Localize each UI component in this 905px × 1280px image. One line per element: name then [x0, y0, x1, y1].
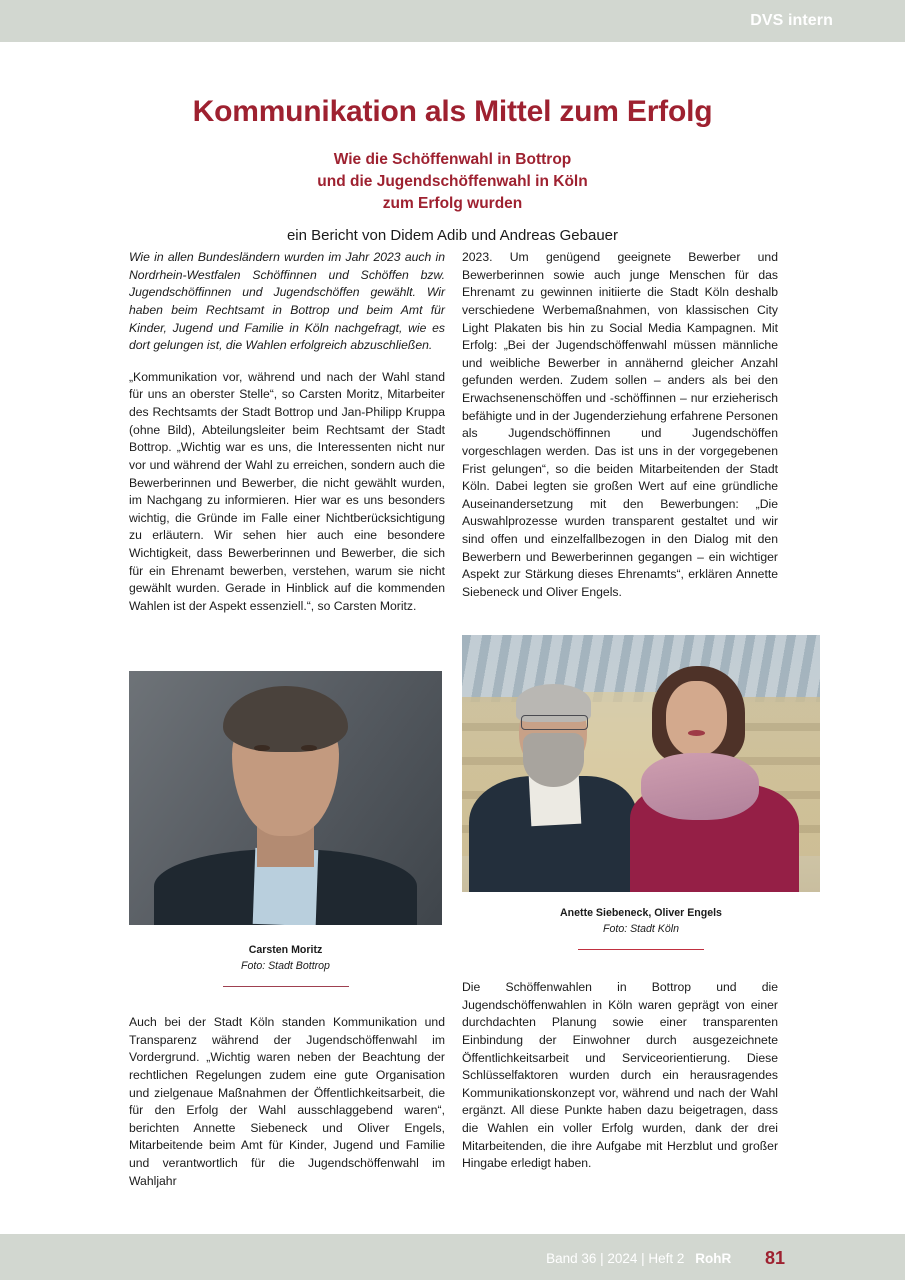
caption-photo-credit: Foto: Stadt Bottrop — [241, 959, 330, 972]
lead-paragraph: Wie in allen Bundesländern wurden im Jahr 2023 auch in Nordrhein-Westfalen Schöffinnen und Schöffen bzw. Jugendschöffinnen und Jugendschöffen gewählt. Wir haben beim Rechtsamt in Bottrop und beim Amt für Kinder, Jugend und Familie in Köln nachgefragt, wie es dort gelungen ist, die Wahlen erfolgreich abzuschließen. — [129, 250, 445, 353]
photo-siebeneck-engels — [462, 635, 820, 892]
photo-carsten-moritz — [129, 671, 442, 925]
article-title-block — [0, 95, 905, 244]
left-column-bottom — [129, 1014, 445, 1190]
left-paragraph-koeln: Auch bei der Stadt Köln standen Kommunikation und Transparenz während der Jugendschöffenwahl im Vordergrund. „Wichtig waren neben der Beachtung der rechtlichen Regelungen zudem eine gute Organisation und zielgenaue Maßnahmen der Öffentlichkeitsarbeit, die für den Erfolg der Wahl ausschlaggebend waren“, berichten Annette Siebeneck und Oliver Engels, Mitarbeitende beim Amt für Kinder, Jugend und Familie und verantwortlich für die Jugendschöffenwahl im Wahljahr — [129, 1015, 445, 1188]
right-column-bottom — [462, 979, 778, 1173]
photo-eye-left-shape — [254, 745, 270, 752]
photo-woman-scarf-shape — [641, 753, 759, 820]
page-header-band — [0, 0, 905, 42]
photo-woman-face-shape — [666, 681, 727, 756]
right-column-top — [462, 249, 778, 602]
article-byline: ein Bericht von Didem Adib und Andreas Gebauer — [286, 226, 619, 244]
caption-carsten-moritz — [129, 925, 442, 987]
footer-content — [546, 1248, 785, 1269]
photo-man-beard-shape — [523, 733, 584, 787]
page-footer-band — [0, 1234, 905, 1280]
subtitle-line-2: und die Jugendschöffenwahl in Köln — [317, 172, 588, 190]
left-paragraph-bottrop: „Kommunikation vor, während und nach der Wahl stand für uns an oberster Stelle“, so Carsten Moritz, Mitarbeiter des Rechtsamts der Stadt Bottrop und Jan-Philipp Kruppa (ohne Bild), Abteilungsleiter beim Rechtsamt der Stadt Bottrop. „Wichtig war es uns, die Interessenten nicht nur vor und während der Wahl zu erreichen, sondern auch die Bewerberinnen und Bewerber, die nicht gewählt wurden, im Nachgang zu informieren. Hier war es uns besonders wichtig, die Gründe im Falle einer Nichtberücksichtigung zu erläutern. Wir sehen hier auch eine besondere Wichtigkeit, dass Bewerberinnen und Bewerber, die sich für ein Ehrenamt bewerben, verstehen, warum sie nicht gewählt wurden. Gerade in Hinblick auf die kommenden Wahlen ist der Aspekt essenziell.“, so Carsten Moritz. — [129, 369, 445, 613]
footer-page-number: 81 — [764, 1248, 785, 1268]
photo-eye-right-shape — [301, 745, 317, 752]
photo-man-glasses-shape — [521, 715, 587, 730]
figure-siebeneck-engels — [462, 635, 820, 950]
caption-photo-credit: Foto: Stadt Köln — [603, 922, 679, 935]
caption-rule — [223, 986, 349, 988]
subtitle-line-3: zum Erfolg wurden — [382, 194, 523, 212]
right-paragraph-koeln: 2023. Um genügend geeignete Bewerber und Bewerberinnen sowie auch junge Menschen für das Ehrenamt zu gewinnen initiierte die Stadt Köln deshalb verschiedene Werbemaßnahmen, von klassischen City Light Plakaten bis hin zu Social Media Kampagnen. Mit Erfolg: „Bei der Jugendschöffenwahl müssen männliche und weibliche Bewerber in annähernd gleicher Anzahl gefunden werden. Zudem sollen – anders als bei den Erwachsenenschöffen und -schöffinnen – nur erzieherisch befähigte und in der Jugenderziehung erfahrene Personen als Jugendschöffinnen und Jugendschöffen vorgeschlagen werden. Das ist uns in der vorgegebenen Frist gelungen“, so die beiden Mitarbeitenden der Stadt Köln. Dabei legten sie großen Wert auf eine gründliche Auseinandersetzung mit den Bewerbungen: „Die Auswahlprozesse wurden transparent gestaltet und wir sind offen und einzelfallbezogen in den Dialog mit den Bewerbern und Bewerberinnen gegangen – ein wichtiger Aspekt zur Stärkung dieses Ehrenamts“, erklären Annette Siebeneck und Oliver Engels. — [462, 250, 778, 599]
caption-person-name: Carsten Moritz — [248, 944, 323, 956]
caption-person-name: Anette Siebeneck, Oliver Engels — [560, 907, 722, 919]
left-column-top — [129, 249, 445, 616]
caption-rule — [578, 949, 704, 951]
figure-carsten-moritz — [129, 671, 442, 987]
footer-issue-info: Band 36 | 2024 | Heft 2 — [546, 1251, 685, 1266]
header-section-label: DVS intern — [750, 12, 833, 29]
right-paragraph-conclusion: Die Schöffenwahlen in Bottrop und die Jugendschöffenwahlen in Köln waren geprägt von einer durchdachten Planung sowie einer transparenten Einbindung der Einwohner durch ausgezeichnete Öffentlichkeitsarbeit und Serviceorientierung. Diese Schlüsselfaktoren wurden durch ein herausragendes Kommunikationskonzept vor, während und nach der Wahl ergänzt. All diese Punkte haben dazu beigetragen, dass die Wahlen ein voller Erfolg wurden, dank der drei Mitarbeitenden, die ihre Aufgabe mit Herzblut und großer Hingabe erledigt haben. — [462, 980, 778, 1171]
article-subtitle — [0, 149, 905, 215]
caption-siebeneck-engels — [462, 892, 820, 950]
article-main-title: Kommunikation als Mittel zum Erfolg — [192, 95, 713, 128]
footer-journal-name: RohR — [695, 1251, 732, 1266]
subtitle-line-1: Wie die Schöffenwahl in Bottrop — [333, 150, 572, 168]
